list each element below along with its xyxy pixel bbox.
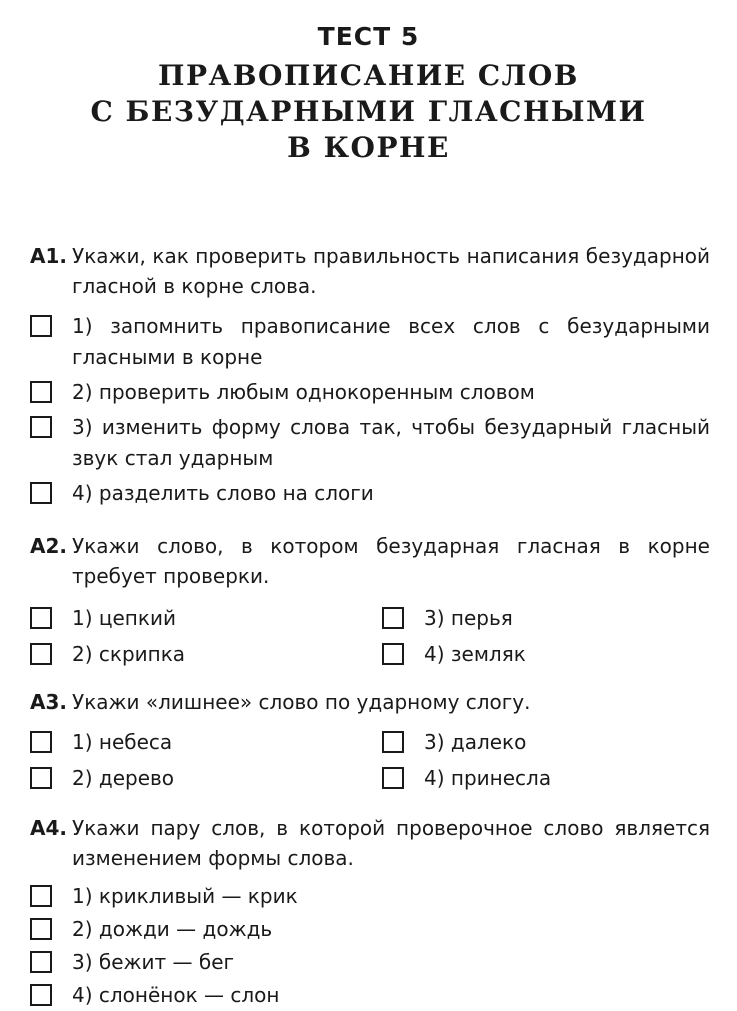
title-line: С БЕЗУДАРНЫМИ ГЛАСНЫМИ	[90, 95, 647, 128]
answer-checkbox[interactable]	[30, 885, 52, 907]
answer-option[interactable]	[30, 412, 710, 474]
answer-option[interactable]	[30, 478, 710, 509]
answer-option[interactable]	[30, 763, 350, 794]
answer-option[interactable]	[30, 980, 710, 1011]
answer-option[interactable]	[30, 377, 710, 408]
answer-checkbox[interactable]	[30, 482, 52, 504]
option-label: 4) принесла	[424, 766, 552, 790]
answer-checkbox[interactable]	[30, 767, 52, 789]
option-label: 4) разделить слово на слоги	[72, 481, 374, 505]
option-label: 4) слонёнок — слон	[72, 983, 280, 1007]
answer-option[interactable]	[30, 603, 350, 634]
option-label: 3) перья	[424, 606, 513, 630]
question-text: Укажи «лишнее» слово по ударному слогу.	[72, 690, 531, 714]
answer-checkbox[interactable]	[382, 643, 404, 665]
answer-checkbox[interactable]	[30, 607, 52, 629]
answer-checkbox[interactable]	[30, 381, 52, 403]
option-label: 2) проверить любым однокоренным словом	[72, 380, 535, 404]
answer-checkbox[interactable]	[30, 643, 52, 665]
answer-checkbox[interactable]	[30, 315, 52, 337]
answer-option[interactable]	[382, 603, 702, 634]
option-label: 2) дожди — дождь	[72, 917, 273, 941]
option-label: 3) далеко	[424, 730, 527, 754]
option-label: 3) бежит — бег	[72, 950, 235, 974]
answer-option[interactable]	[382, 639, 702, 670]
answer-option[interactable]	[30, 881, 710, 912]
question-a2	[30, 531, 710, 675]
option-label: 3) изменить форму слова так, чтобы безударный гласный звук стал ударным	[72, 415, 710, 470]
option-label: 2) дерево	[72, 766, 175, 790]
answer-checkbox[interactable]	[30, 416, 52, 438]
answer-option[interactable]	[30, 727, 350, 758]
title-line: ПРАВОПИСАНИЕ СЛОВ	[158, 59, 579, 92]
question-number: А4.	[30, 816, 67, 840]
answer-checkbox[interactable]	[30, 918, 52, 940]
page-title	[0, 58, 737, 166]
answer-option[interactable]	[30, 914, 710, 945]
option-label: 1) цепкий	[72, 606, 176, 630]
title-line: В КОРНЕ	[287, 131, 450, 164]
answer-checkbox[interactable]	[382, 607, 404, 629]
option-label: 1) запомнить правописание всех слов с безударными гласными в корне	[72, 314, 710, 369]
answer-checkbox[interactable]	[382, 767, 404, 789]
answer-option[interactable]	[30, 947, 710, 978]
question-number: А1.	[30, 244, 67, 268]
option-label: 1) крикливый — крик	[72, 884, 298, 908]
answer-option[interactable]	[382, 763, 702, 794]
answer-option[interactable]	[30, 311, 710, 373]
question-a4	[30, 813, 710, 1011]
answer-checkbox[interactable]	[30, 731, 52, 753]
answer-checkbox[interactable]	[30, 951, 52, 973]
question-a1	[30, 241, 710, 509]
answer-option[interactable]	[30, 639, 350, 670]
answer-option[interactable]	[382, 727, 702, 758]
answer-checkbox[interactable]	[382, 731, 404, 753]
question-text: Укажи пару слов, в которой проверочное слово является изменением формы слова.	[72, 816, 710, 870]
test-label: ТЕСТ 5	[317, 22, 420, 51]
question-number: А3.	[30, 690, 67, 714]
question-a3	[30, 687, 710, 799]
question-text: Укажи слово, в котором безударная гласная в корне требует проверки.	[72, 534, 710, 588]
option-label: 4) земляк	[424, 642, 526, 666]
question-number: А2.	[30, 534, 67, 558]
option-label: 1) небеса	[72, 730, 173, 754]
question-text: Укажи, как проверить правильность написания безударной гласной в корне слова.	[72, 244, 710, 298]
answer-checkbox[interactable]	[30, 984, 52, 1006]
option-label: 2) скрипка	[72, 642, 186, 666]
